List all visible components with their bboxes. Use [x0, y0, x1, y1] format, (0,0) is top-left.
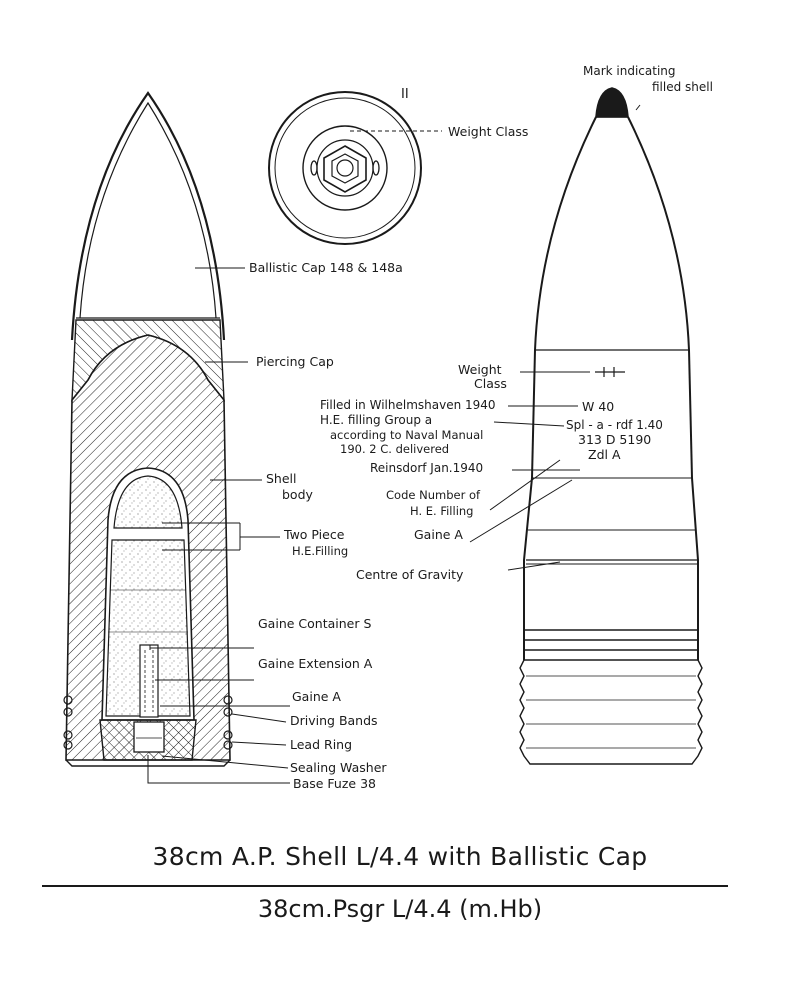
title-divider: [42, 885, 728, 887]
label-lead-ring: Lead Ring: [290, 737, 353, 752]
label-driving-bands: Driving Bands: [290, 713, 378, 728]
base-view: [269, 92, 442, 244]
label-weight-class-numeral: II: [401, 87, 409, 102]
label-reinsdorf: Reinsdorf Jan.1940: [370, 461, 484, 475]
ballistic-cap-outline: [72, 93, 224, 340]
label-gaine-a-left: Gaine A: [292, 689, 341, 704]
stamp-w40: W 40: [582, 399, 615, 414]
ballistic-cap-inner: [80, 103, 216, 318]
label-he-group-2: according to Naval Manual: [330, 428, 484, 442]
label-shell-body-1: Shell: [266, 471, 297, 486]
stamp-zdl: Zdl A: [588, 447, 621, 462]
stamp-spl: Spl - a - rdf 1.40: [566, 418, 663, 432]
label-gaine-container: Gaine Container S: [258, 616, 372, 631]
label-two-piece-2: H.E.Filling: [292, 544, 349, 558]
label-two-piece-1: Two Piece: [284, 527, 345, 542]
label-mark-2: filled shell: [652, 80, 713, 94]
label-code-number-2: H. E. Filling: [410, 504, 474, 518]
diagram-title: 38cm A.P. Shell L/4.4 with Ballistic Cap: [152, 842, 648, 871]
label-base-fuze: Base Fuze 38: [293, 776, 376, 791]
label-mark-1: Mark indicating: [583, 64, 676, 78]
label-sealing-washer: Sealing Washer: [290, 760, 387, 775]
label-ballistic-cap: Ballistic Cap 148 & 148a: [249, 260, 403, 275]
base-fuze: [134, 722, 164, 752]
label-filled-in: Filled in Wilhelmshaven 1940: [320, 398, 496, 412]
label-code-number-1: Code Number of: [386, 488, 481, 502]
label-gaine-extension: Gaine Extension A: [258, 656, 373, 671]
label-piercing-cap: Piercing Cap: [256, 354, 334, 369]
exterior-ogive: [535, 117, 689, 350]
label-weight-side-2: Class: [474, 376, 507, 391]
base-threads: [520, 660, 702, 764]
label-he-group-1: H.E. filling Group a: [320, 413, 433, 427]
gaine-container: [140, 645, 158, 717]
diagram-subtitle: 38cm.Psgr L/4.4 (m.Hb): [257, 895, 543, 923]
stamp-313: 313 D 5190: [578, 432, 652, 447]
label-weight-side-1: Weight: [458, 362, 502, 377]
label-centre-gravity: Centre of Gravity: [356, 567, 464, 582]
label-shell-body-2: body: [282, 487, 313, 502]
cross-section-shell: [64, 93, 232, 766]
nose-mark: [596, 88, 628, 117]
label-he-group-3: 190. 2 C. delivered: [340, 442, 450, 456]
label-gaine-a-right: Gaine A: [414, 527, 463, 542]
label-weight-class-top: Weight Class: [448, 124, 529, 139]
